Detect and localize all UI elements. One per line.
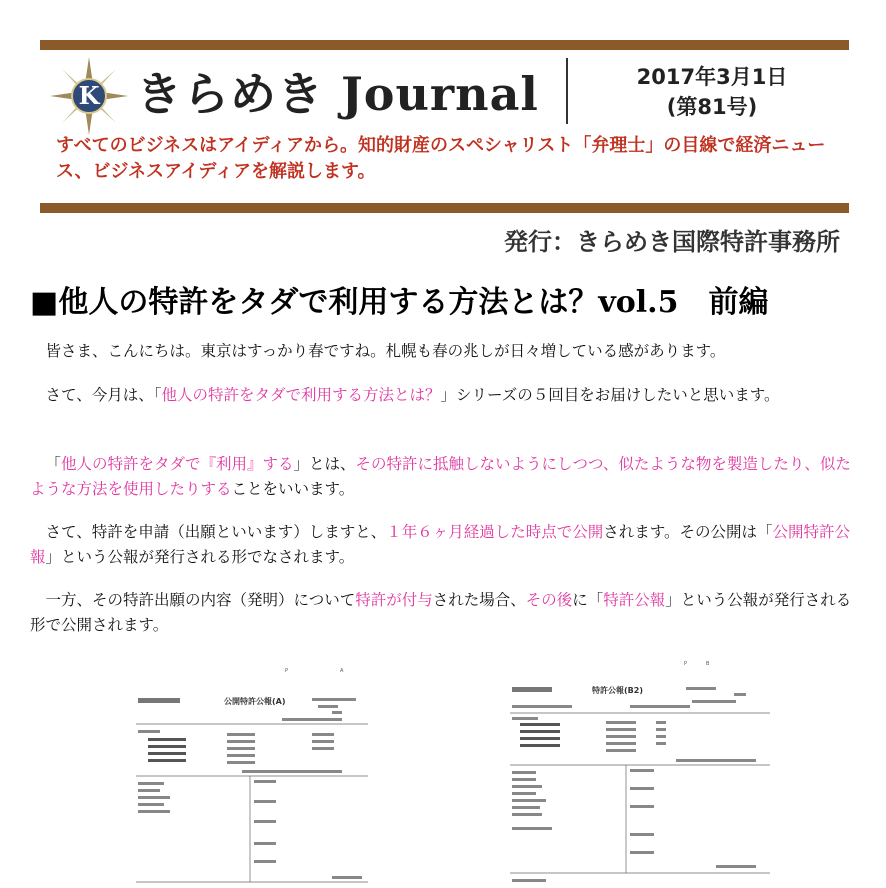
article-headline: ■他人の特許をタダで利用する方法とは？vol.5 前編	[30, 285, 769, 320]
svg-text:P: P	[684, 661, 688, 667]
svg-text:A: A	[340, 668, 344, 674]
masthead-top-bar	[40, 40, 849, 50]
paragraph-4	[30, 520, 860, 570]
p2-highlight: 他人の特許をタダで利用する方法とは？	[161, 386, 441, 404]
p2-part-a: さて、今月は、「	[45, 386, 162, 404]
patent-publication-thumbnail	[132, 660, 372, 888]
p3-part-a: 「	[45, 455, 62, 473]
p5-part-c: された場合、	[432, 591, 526, 609]
paragraph-1-text: 皆さま、こんにちは。東京はすっかり春ですね。札幌も春の兆しが日々増している感があります。	[45, 342, 726, 360]
paragraph-1	[30, 339, 860, 364]
compass-logo-icon	[48, 55, 130, 137]
publisher: 発行：きらめき国際特許事務所	[504, 228, 840, 256]
right-doc-title: 特許公報(B2)	[592, 686, 643, 695]
p2-part-c: 」シリーズの５回目をお届けしたいと思います。	[440, 386, 780, 404]
p5-highlight-2: その後	[525, 591, 573, 609]
p4-part-e: 」という公報が発行される形でなされます。	[45, 548, 355, 566]
p4-part-c: されます。その公開は「	[603, 523, 773, 541]
p5-part-a: 一方、その特許出願の内容（発明）について	[45, 591, 356, 609]
p3-part-e: ことをいいます。	[231, 480, 355, 498]
p5-highlight-3: 特許公報	[603, 591, 666, 609]
p5-part-e: に「	[572, 591, 604, 609]
p4-highlight-2: 公開特許公報	[30, 523, 850, 566]
svg-text:K: K	[78, 81, 100, 110]
paragraph-3	[30, 452, 860, 502]
p4-part-a: さて、特許を申請（出願といいます）しますと、	[45, 523, 387, 541]
paragraph-2	[30, 383, 860, 408]
patent-gazette-thumbnail	[506, 655, 774, 888]
issue-number: (第81号)	[666, 95, 758, 119]
p3-highlight-1: 他人の特許をタダで『利用』する	[61, 455, 294, 473]
svg-text:B: B	[706, 661, 710, 667]
p5-part-g: 」という公報が発行される形で公開されます。	[30, 591, 852, 634]
masthead-bottom-bar	[40, 203, 849, 213]
p5-highlight-1: 特許が付与	[355, 591, 433, 609]
p4-highlight-1: １年６ヶ月経過した時点で公開	[386, 523, 604, 541]
svg-text:P: P	[285, 668, 289, 674]
p3-part-c: 」とは、	[293, 455, 356, 473]
paragraph-5	[30, 588, 860, 638]
left-doc-title: 公開特許公報(A)	[224, 697, 286, 706]
journal-title: きらめき Journal	[136, 67, 539, 121]
tagline: すべてのビジネスはアイディアから。知的財産のスペシャリスト「弁理士」の目線で経済ニュース、ビジネスアイディアを解説します。	[56, 135, 826, 182]
title-divider	[566, 58, 568, 124]
p3-highlight-2: その特許に抵触しないようにしつつ、似たような物を製造したり、似たような方法を使用したりする	[30, 455, 851, 498]
issue-date-text: 2017年3月1日	[636, 65, 788, 89]
issue-date	[612, 62, 812, 122]
